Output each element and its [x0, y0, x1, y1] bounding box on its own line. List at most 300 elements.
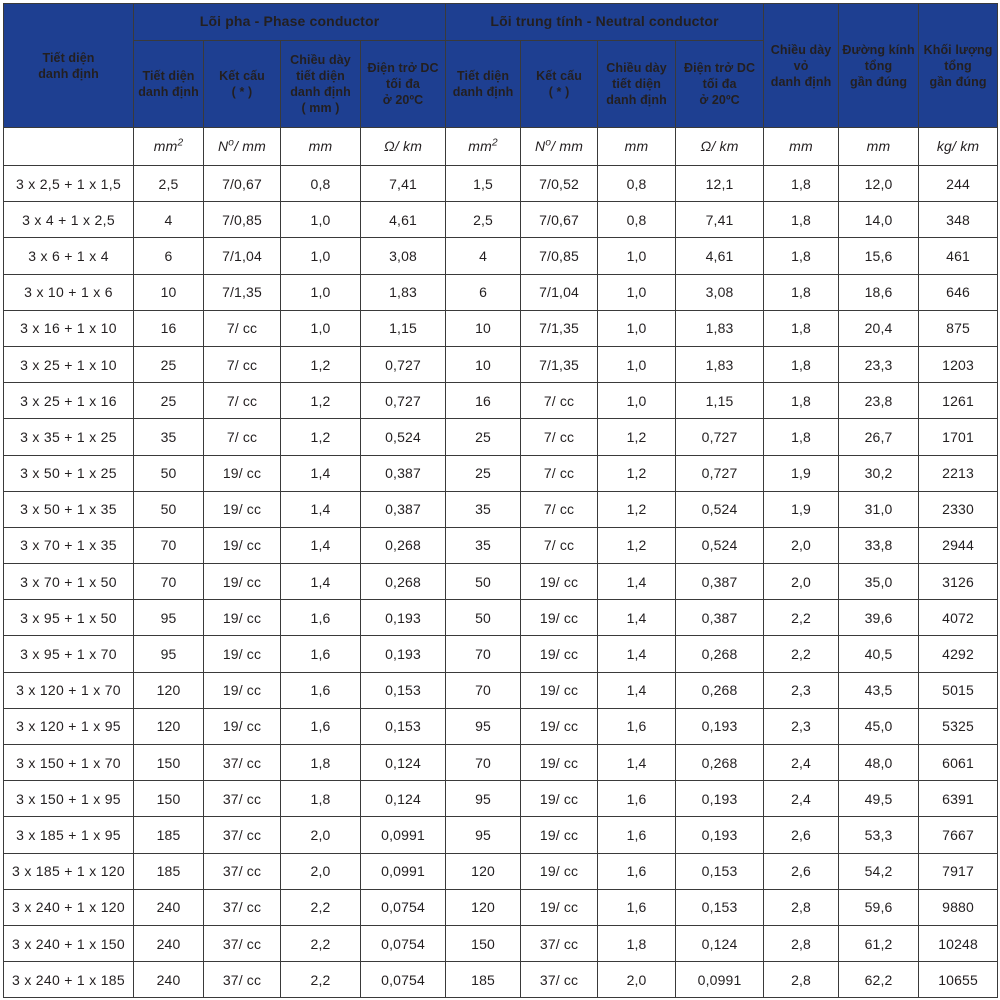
cell-r17-c8: 0,193 — [676, 781, 764, 817]
cell-r11-c6: 19/ cc — [521, 564, 598, 600]
cell-r3-c6: 7/1,04 — [521, 274, 598, 310]
cell-r7-c2: 7/ cc — [204, 419, 281, 455]
units-cell-11: kg/ km — [919, 128, 998, 166]
cell-r5-c1: 25 — [134, 346, 204, 382]
cell-r20-c10: 59,6 — [839, 889, 919, 925]
cell-nominal-section: 3 x 70 + 1 x 35 — [4, 527, 134, 563]
cell-r17-c7: 1,6 — [598, 781, 676, 817]
cell-r2-c5: 4 — [446, 238, 521, 274]
cell-r16-c7: 1,4 — [598, 745, 676, 781]
cell-r13-c3: 1,6 — [281, 636, 361, 672]
cell-r18-c2: 37/ cc — [204, 817, 281, 853]
column-header-phase-nominal-area — [134, 41, 204, 128]
cell-r19-c10: 54,2 — [839, 853, 919, 889]
units-cell-2: $N^o/$ mm — [204, 128, 281, 166]
cell-r6-c9: 1,8 — [764, 383, 839, 419]
units-cell-8: Ω/ km — [676, 128, 764, 166]
cell-r1-c4: 4,61 — [361, 202, 446, 238]
sheath-line2: vỏ — [793, 58, 809, 73]
cell-r3-c5: 6 — [446, 274, 521, 310]
cell-r12-c5: 50 — [446, 600, 521, 636]
cell-r22-c3: 2,2 — [281, 962, 361, 998]
cell-r14-c8: 0,268 — [676, 672, 764, 708]
units-cell-10: mm — [839, 128, 919, 166]
cell-r14-c4: 0,153 — [361, 672, 446, 708]
p-res-line3: ở 20ºC — [382, 93, 424, 107]
table-row — [4, 781, 998, 817]
cell-r10-c5: 35 — [446, 527, 521, 563]
cell-r9-c10: 31,0 — [839, 491, 919, 527]
n-thick-line1: Chiều dày — [606, 61, 667, 75]
cell-r15-c11: 5325 — [919, 708, 998, 744]
cell-r18-c4: 0,0991 — [361, 817, 446, 853]
diam-line3: gần đúng — [850, 74, 908, 89]
cell-r18-c8: 0,193 — [676, 817, 764, 853]
cell-r4-c8: 1,83 — [676, 310, 764, 346]
cell-r7-c11: 1701 — [919, 419, 998, 455]
cell-r6-c6: 7/ cc — [521, 383, 598, 419]
cell-r18-c6: 19/ cc — [521, 817, 598, 853]
cell-r20-c11: 9880 — [919, 889, 998, 925]
cell-r14-c9: 2,3 — [764, 672, 839, 708]
cell-nominal-section: 3 x 240 + 1 x 120 — [4, 889, 134, 925]
units-cell-3: mm — [281, 128, 361, 166]
cell-r5-c10: 23,3 — [839, 346, 919, 382]
group-header-neutral-conductor: Lõi trung tính - Neutral conductor — [446, 4, 764, 41]
cell-r8-c10: 30,2 — [839, 455, 919, 491]
cell-r14-c3: 1,6 — [281, 672, 361, 708]
units-cell-5: $mm^2$ — [446, 128, 521, 166]
cell-r20-c5: 120 — [446, 889, 521, 925]
cell-r17-c2: 37/ cc — [204, 781, 281, 817]
cell-r20-c8: 0,153 — [676, 889, 764, 925]
cell-r9-c8: 0,524 — [676, 491, 764, 527]
cell-r8-c6: 7/ cc — [521, 455, 598, 491]
cell-r7-c5: 25 — [446, 419, 521, 455]
cell-nominal-section: 3 x 150 + 1 x 95 — [4, 781, 134, 817]
cell-r18-c1: 185 — [134, 817, 204, 853]
cell-r0-c5: 1,5 — [446, 166, 521, 202]
cell-r0-c7: 0,8 — [598, 166, 676, 202]
cell-r11-c1: 70 — [134, 564, 204, 600]
cell-r7-c4: 0,524 — [361, 419, 446, 455]
cell-nominal-section: 3 x 2,5 + 1 x 1,5 — [4, 166, 134, 202]
cell-r19-c6: 19/ cc — [521, 853, 598, 889]
cell-r15-c10: 45,0 — [839, 708, 919, 744]
cell-r12-c4: 0,193 — [361, 600, 446, 636]
table-row — [4, 419, 998, 455]
diam-line2: tổng — [864, 58, 893, 73]
cell-r8-c3: 1,4 — [281, 455, 361, 491]
units-row — [4, 128, 998, 166]
cell-r14-c6: 19/ cc — [521, 672, 598, 708]
cell-r14-c2: 19/ cc — [204, 672, 281, 708]
column-header-neutral-insulation-thickness — [598, 41, 676, 128]
cell-r21-c2: 37/ cc — [204, 925, 281, 961]
table-row — [4, 166, 998, 202]
cell-r2-c4: 3,08 — [361, 238, 446, 274]
weight-line3: gần đúng — [929, 74, 987, 89]
cell-r22-c11: 10655 — [919, 962, 998, 998]
n-thick-line2: tiết diện — [612, 77, 661, 91]
cell-r2-c11: 461 — [919, 238, 998, 274]
stub-header-line2: danh định — [38, 66, 99, 81]
n-thick-line3: danh định — [606, 93, 667, 107]
cell-r19-c3: 2,0 — [281, 853, 361, 889]
cell-r12-c9: 2,2 — [764, 600, 839, 636]
table-row — [4, 817, 998, 853]
cell-r2-c10: 15,6 — [839, 238, 919, 274]
cell-r12-c7: 1,4 — [598, 600, 676, 636]
cell-r4-c2: 7/ cc — [204, 310, 281, 346]
cell-r4-c6: 7/1,35 — [521, 310, 598, 346]
p-area-line2: danh định — [138, 85, 199, 99]
cell-nominal-section: 3 x 10 + 1 x 6 — [4, 274, 134, 310]
cell-nominal-section: 3 x 185 + 1 x 120 — [4, 853, 134, 889]
cell-r4-c4: 1,15 — [361, 310, 446, 346]
cell-r12-c3: 1,6 — [281, 600, 361, 636]
cell-r22-c9: 2,8 — [764, 962, 839, 998]
cell-r15-c4: 0,153 — [361, 708, 446, 744]
column-header-phase-construction — [204, 41, 281, 128]
cell-r19-c9: 2,6 — [764, 853, 839, 889]
units-cell-stub — [4, 128, 134, 166]
cell-r15-c1: 120 — [134, 708, 204, 744]
cell-r16-c10: 48,0 — [839, 745, 919, 781]
cell-r11-c5: 50 — [446, 564, 521, 600]
cell-r16-c11: 6061 — [919, 745, 998, 781]
column-header-neutral-construction — [521, 41, 598, 128]
cell-r2-c9: 1,8 — [764, 238, 839, 274]
cell-r21-c8: 0,124 — [676, 925, 764, 961]
weight-line2: tổng — [944, 58, 972, 73]
cell-r11-c2: 19/ cc — [204, 564, 281, 600]
cell-nominal-section: 3 x 35 + 1 x 25 — [4, 419, 134, 455]
diam-line1: Đường kính — [842, 42, 915, 57]
table-row — [4, 708, 998, 744]
cell-r13-c4: 0,193 — [361, 636, 446, 672]
cell-r22-c8: 0,0991 — [676, 962, 764, 998]
cell-r12-c10: 39,6 — [839, 600, 919, 636]
cell-r14-c11: 5015 — [919, 672, 998, 708]
cell-r6-c8: 1,15 — [676, 383, 764, 419]
n-res-line2: tối đa — [702, 77, 737, 91]
cell-nominal-section: 3 x 50 + 1 x 25 — [4, 455, 134, 491]
units-cell-7: mm — [598, 128, 676, 166]
cell-r13-c10: 40,5 — [839, 636, 919, 672]
cell-r13-c9: 2,2 — [764, 636, 839, 672]
cell-r7-c10: 26,7 — [839, 419, 919, 455]
table-row — [4, 527, 998, 563]
cell-r20-c2: 37/ cc — [204, 889, 281, 925]
cell-r2-c1: 6 — [134, 238, 204, 274]
cell-r19-c7: 1,6 — [598, 853, 676, 889]
column-header-neutral-nominal-area — [446, 41, 521, 128]
cell-r5-c5: 10 — [446, 346, 521, 382]
cell-r19-c4: 0,0991 — [361, 853, 446, 889]
cell-r10-c6: 7/ cc — [521, 527, 598, 563]
cell-r0-c10: 12,0 — [839, 166, 919, 202]
cell-r16-c6: 19/ cc — [521, 745, 598, 781]
stub-header-line1: Tiết diện — [42, 50, 95, 65]
cell-r3-c10: 18,6 — [839, 274, 919, 310]
cell-r21-c3: 2,2 — [281, 925, 361, 961]
table-row — [4, 564, 998, 600]
cell-r2-c3: 1,0 — [281, 238, 361, 274]
cell-r11-c7: 1,4 — [598, 564, 676, 600]
cell-r14-c1: 120 — [134, 672, 204, 708]
cell-r1-c1: 4 — [134, 202, 204, 238]
cell-nominal-section: 3 x 4 + 1 x 2,5 — [4, 202, 134, 238]
cell-r4-c11: 875 — [919, 310, 998, 346]
cell-r21-c1: 240 — [134, 925, 204, 961]
cell-r14-c10: 43,5 — [839, 672, 919, 708]
cell-r1-c11: 348 — [919, 202, 998, 238]
cell-r9-c11: 2330 — [919, 491, 998, 527]
weight-line1: Khối lượng — [923, 42, 993, 57]
cell-r13-c6: 19/ cc — [521, 636, 598, 672]
p-area-line1: Tiết diện — [142, 69, 195, 83]
cell-r11-c8: 0,387 — [676, 564, 764, 600]
cell-r1-c9: 1,8 — [764, 202, 839, 238]
n-const-line2: ( * ) — [548, 85, 570, 99]
cell-r7-c3: 1,2 — [281, 419, 361, 455]
cell-r6-c7: 1,0 — [598, 383, 676, 419]
group-header-phase-conductor: Lõi pha - Phase conductor — [134, 4, 446, 41]
cell-r15-c6: 19/ cc — [521, 708, 598, 744]
cell-r22-c7: 2,0 — [598, 962, 676, 998]
cell-r13-c7: 1,4 — [598, 636, 676, 672]
cell-r9-c2: 19/ cc — [204, 491, 281, 527]
cell-r17-c5: 95 — [446, 781, 521, 817]
cell-r6-c1: 25 — [134, 383, 204, 419]
n-area-line2: danh định — [452, 85, 514, 99]
p-res-line1: Điện trở DC — [367, 61, 439, 75]
cell-r1-c5: 2,5 — [446, 202, 521, 238]
cell-r4-c9: 1,8 — [764, 310, 839, 346]
cell-r17-c3: 1,8 — [281, 781, 361, 817]
cell-r18-c10: 53,3 — [839, 817, 919, 853]
cell-r1-c6: 7/0,67 — [521, 202, 598, 238]
cell-r0-c11: 244 — [919, 166, 998, 202]
cell-r8-c4: 0,387 — [361, 455, 446, 491]
column-header-approx-weight — [919, 4, 998, 128]
cell-r20-c1: 240 — [134, 889, 204, 925]
cell-r10-c2: 19/ cc — [204, 527, 281, 563]
cell-r11-c10: 35,0 — [839, 564, 919, 600]
cell-r2-c8: 4,61 — [676, 238, 764, 274]
cell-r14-c7: 1,4 — [598, 672, 676, 708]
cell-r17-c11: 6391 — [919, 781, 998, 817]
table-row — [4, 853, 998, 889]
n-const-line1: Kết cấu — [536, 69, 582, 83]
cell-r7-c1: 35 — [134, 419, 204, 455]
cell-r10-c7: 1,2 — [598, 527, 676, 563]
cell-r9-c4: 0,387 — [361, 491, 446, 527]
cell-nominal-section: 3 x 185 + 1 x 95 — [4, 817, 134, 853]
cell-r0-c2: 7/0,67 — [204, 166, 281, 202]
cell-r21-c9: 2,8 — [764, 925, 839, 961]
cell-r0-c9: 1,8 — [764, 166, 839, 202]
cell-r3-c8: 3,08 — [676, 274, 764, 310]
cell-r2-c2: 7/1,04 — [204, 238, 281, 274]
column-header-phase-insulation-thickness — [281, 41, 361, 128]
cell-r0-c8: 12,1 — [676, 166, 764, 202]
cell-r21-c5: 150 — [446, 925, 521, 961]
cell-r7-c8: 0,727 — [676, 419, 764, 455]
n-area-line1: Tiết diện — [457, 69, 510, 83]
cell-r22-c1: 240 — [134, 962, 204, 998]
cell-r16-c3: 1,8 — [281, 745, 361, 781]
cell-r18-c7: 1,6 — [598, 817, 676, 853]
cell-nominal-section: 3 x 120 + 1 x 95 — [4, 708, 134, 744]
cell-r17-c10: 49,5 — [839, 781, 919, 817]
column-header-neutral-dc-resistance — [676, 41, 764, 128]
cell-r7-c9: 1,8 — [764, 419, 839, 455]
cell-r21-c10: 61,2 — [839, 925, 919, 961]
cell-nominal-section: 3 x 95 + 1 x 70 — [4, 636, 134, 672]
cell-r21-c4: 0,0754 — [361, 925, 446, 961]
cell-r3-c1: 10 — [134, 274, 204, 310]
column-header-overall-diameter — [839, 4, 919, 128]
cell-r6-c10: 23,8 — [839, 383, 919, 419]
cell-r8-c9: 1,9 — [764, 455, 839, 491]
cell-r16-c1: 150 — [134, 745, 204, 781]
header-group-row — [4, 4, 998, 41]
cell-r16-c9: 2,4 — [764, 745, 839, 781]
cell-r16-c5: 70 — [446, 745, 521, 781]
cell-r10-c1: 70 — [134, 527, 204, 563]
cell-r10-c10: 33,8 — [839, 527, 919, 563]
sheath-line3: danh định — [770, 74, 832, 89]
cell-r3-c7: 1,0 — [598, 274, 676, 310]
table-row — [4, 346, 998, 382]
cell-r20-c7: 1,6 — [598, 889, 676, 925]
cell-r5-c6: 7/1,35 — [521, 346, 598, 382]
cell-r15-c9: 2,3 — [764, 708, 839, 744]
cell-r0-c4: 7,41 — [361, 166, 446, 202]
cell-r20-c6: 19/ cc — [521, 889, 598, 925]
cell-r4-c1: 16 — [134, 310, 204, 346]
table-row — [4, 274, 998, 310]
p-thick-line4: ( mm ) — [301, 101, 340, 115]
cell-r19-c1: 185 — [134, 853, 204, 889]
cell-r14-c5: 70 — [446, 672, 521, 708]
p-res-line2: tối đa — [386, 77, 420, 91]
cell-r10-c4: 0,268 — [361, 527, 446, 563]
n-res-line1: Điện trở DC — [683, 61, 756, 75]
table-row — [4, 383, 998, 419]
cell-r19-c5: 120 — [446, 853, 521, 889]
cell-nominal-section: 3 x 50 + 1 x 35 — [4, 491, 134, 527]
cell-r6-c11: 1261 — [919, 383, 998, 419]
cell-r9-c6: 7/ cc — [521, 491, 598, 527]
cell-r11-c3: 1,4 — [281, 564, 361, 600]
cell-r13-c5: 70 — [446, 636, 521, 672]
cell-r11-c4: 0,268 — [361, 564, 446, 600]
cell-r19-c2: 37/ cc — [204, 853, 281, 889]
cell-r21-c11: 10248 — [919, 925, 998, 961]
p-const-line2: ( * ) — [231, 85, 253, 99]
cell-nominal-section: 3 x 120 + 1 x 70 — [4, 672, 134, 708]
p-thick-line2: tiết diện — [296, 69, 345, 83]
cell-r7-c6: 7/ cc — [521, 419, 598, 455]
stub-header-cell — [4, 4, 134, 128]
cell-r10-c3: 1,4 — [281, 527, 361, 563]
cell-r3-c9: 1,8 — [764, 274, 839, 310]
cell-r9-c9: 1,9 — [764, 491, 839, 527]
cell-r22-c5: 185 — [446, 962, 521, 998]
cell-r8-c1: 50 — [134, 455, 204, 491]
cell-r1-c8: 7,41 — [676, 202, 764, 238]
cell-r11-c9: 2,0 — [764, 564, 839, 600]
table-row — [4, 310, 998, 346]
cell-r12-c1: 95 — [134, 600, 204, 636]
cell-r21-c6: 37/ cc — [521, 925, 598, 961]
cell-r12-c8: 0,387 — [676, 600, 764, 636]
cell-r6-c3: 1,2 — [281, 383, 361, 419]
cell-r9-c3: 1,4 — [281, 491, 361, 527]
column-header-sheath-thickness — [764, 4, 839, 128]
cell-r13-c11: 4292 — [919, 636, 998, 672]
cell-r1-c3: 1,0 — [281, 202, 361, 238]
cell-r4-c10: 20,4 — [839, 310, 919, 346]
sheath-line1: Chiều dày — [770, 42, 832, 57]
cell-r3-c11: 646 — [919, 274, 998, 310]
cell-r21-c7: 1,8 — [598, 925, 676, 961]
cell-nominal-section: 3 x 240 + 1 x 185 — [4, 962, 134, 998]
cell-r0-c1: 2,5 — [134, 166, 204, 202]
units-cell-9: mm — [764, 128, 839, 166]
cell-r18-c9: 2,6 — [764, 817, 839, 853]
table-body — [4, 166, 998, 998]
cell-nominal-section: 3 x 16 + 1 x 10 — [4, 310, 134, 346]
cell-r0-c6: 7/0,52 — [521, 166, 598, 202]
cell-r13-c8: 0,268 — [676, 636, 764, 672]
cell-r22-c4: 0,0754 — [361, 962, 446, 998]
units-cell-4: Ω/ km — [361, 128, 446, 166]
cell-r5-c3: 1,2 — [281, 346, 361, 382]
table-row — [4, 889, 998, 925]
cell-r5-c8: 1,83 — [676, 346, 764, 382]
p-thick-line3: danh định — [290, 85, 351, 99]
cell-r2-c6: 7/0,85 — [521, 238, 598, 274]
cell-r6-c4: 0,727 — [361, 383, 446, 419]
cell-r13-c1: 95 — [134, 636, 204, 672]
table-row — [4, 962, 998, 998]
cell-r0-c3: 0,8 — [281, 166, 361, 202]
n-res-line3: ở 20ºC — [699, 93, 740, 107]
cell-r15-c7: 1,6 — [598, 708, 676, 744]
p-thick-line1: Chiều dày — [290, 53, 351, 67]
cell-r10-c8: 0,524 — [676, 527, 764, 563]
table-row — [4, 672, 998, 708]
cell-r8-c2: 19/ cc — [204, 455, 281, 491]
cell-r9-c1: 50 — [134, 491, 204, 527]
table-row — [4, 600, 998, 636]
cell-r9-c5: 35 — [446, 491, 521, 527]
table-row — [4, 491, 998, 527]
cell-r18-c3: 2,0 — [281, 817, 361, 853]
table-row — [4, 925, 998, 961]
cell-r18-c11: 7667 — [919, 817, 998, 853]
cell-r17-c4: 0,124 — [361, 781, 446, 817]
cell-r22-c2: 37/ cc — [204, 962, 281, 998]
cell-r8-c5: 25 — [446, 455, 521, 491]
cell-nominal-section: 3 x 95 + 1 x 50 — [4, 600, 134, 636]
cell-r1-c7: 0,8 — [598, 202, 676, 238]
cell-r20-c4: 0,0754 — [361, 889, 446, 925]
